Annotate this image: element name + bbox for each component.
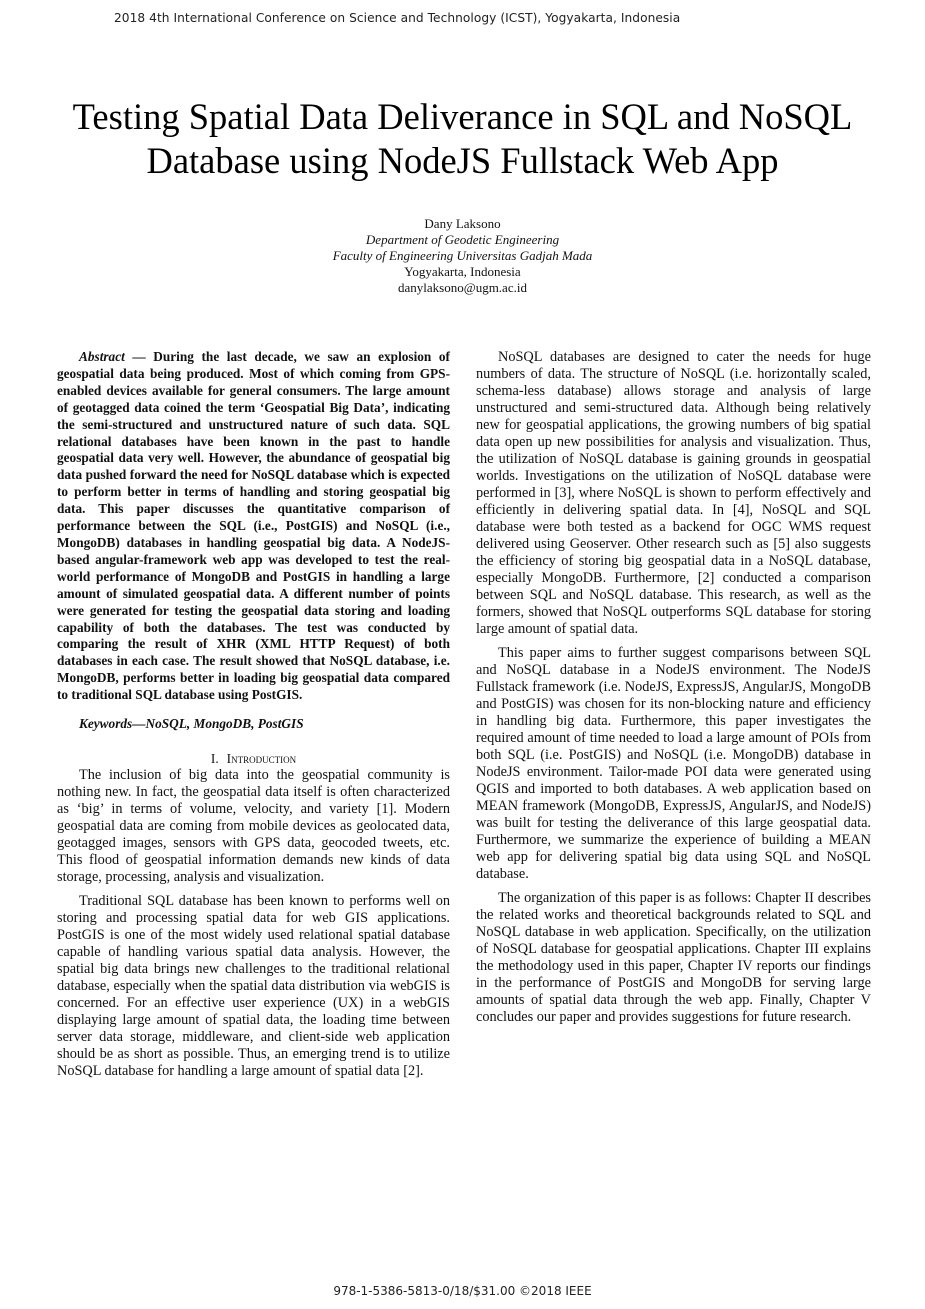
paragraph: The organization of this paper is as follows: Chapter II describes the related works and theoretical backgrounds related to SQL and NoSQL database in web application. Specifically, on the utilization of NoSQL database for geospatial applications. Chapter III explains the methodology used in this paper, Chapter IV reports our findings in the performance of PostGIS and MongoDB for serving large amounts of spatial data through the web app. Finally, Chapter V concludes our paper and provides suggestions for future research. [476,890,871,1025]
paragraph: NoSQL databases are designed to cater the needs for huge numbers of data. The structure of NoSQL (i.e. horizontally scaled, schema-less database) allows storage and analysis of large unstructured and semi-structured data. Although being relatively new for geospatial applications, the growing numbers of big spatial data open up new possibilities for analysis and visualization. Thus, the utilization of NoSQL database is gaining grounds in geospatial worlds. Investigations on the utilization of NoSQL database were performed in [3], where NoSQL is shown to perform effectively and efficiently in delivering spatial data. In [4], NoSQL and SQL database were both tested as a backend for OGC WMS request delivered using Geoserver. Other research such as [5] also suggests the efficiency of storing big geospatial data in a NoSQL database, especially MongoDB. Furthermore, [2] conducted a comparison between SQL and NoSQL database. This research, as well as the formers, showed that NoSQL outperforms SQL database for storing large amount of spatial data. [476,349,871,637]
abstract-text: — During the last decade, we saw an explosion of geospatial data being produced. Most of which coming from GPS-enabled devices available for general consumers. The large amount of geotagged data coined the term ‘Geospatial Big Data’, indicating the semi-structured and unstructured nature of such data. SQL relational databases have been known in the past to handle geospatial data very well. However, the abundance of geospatial big data pushed forward the need for NoSQL database which is expected to perform better in terms of handling and storing geospatial big data. This paper discusses the quantitative comparison of performance between the SQL (i.e., PostGIS) and NoSQL (i.e., MongoDB) databases in handling geospatial big data. A NodeJS-based angular-framework web app was developed to test the real-world performance of MongoDB and PostGIS in handling a large amount of simulated geospatial data. A different number of points were generated for testing the geospatial data storing and loading capability of both the databases. The test was conducted by comparing the result of XHR (XML HTTP Request) of both databases in each case. The result showed that NoSQL database, i.e. MongoDB, performs better in loading big geospatial data compared to traditional SQL database using PostGIS. [57,349,450,703]
author-email: danylaksono@ugm.ac.id [398,280,527,295]
paragraph: The inclusion of big data into the geospatial community is nothing new. In fact, the geospatial data itself is often characterized as ‘big’ in terms of volume, velocity, and variety [1]. Modern geospatial data are coming from mobile devices as geolocated data, geotagged images, sensors with GPS data, geocoded tweets, etc. This flood of geospatial information demands new kinds of data storage, processing, analysis and visualization. [57,767,450,886]
author-block [0,216,925,296]
author-faculty: Faculty of Engineering Universitas Gadjah Mada [332,248,593,263]
keywords: Keywords—NoSQL, MongoDB, PostGIS [79,716,304,732]
section-title: Introduction [226,751,297,767]
author-name: Dany Laksono [424,216,501,231]
paper-title-line-1: Testing Spatial Data Deliverance in SQL and NoSQL [72,96,853,137]
abstract-label: Abstract [79,349,125,364]
right-column [476,349,871,1033]
paper-title [0,95,925,183]
paper-title-line-2: Database using NodeJS Fullstack Web App [146,140,779,181]
section-heading-introduction [57,750,450,767]
author-location: Yogyakarta, Indonesia [404,264,521,279]
paragraph: This paper aims to further suggest comparisons between SQL and NoSQL database in a NodeJS environment. The NodeJS Fullstack framework (i.e. NodeJS, ExpressJS, AngularJS, MongoDB and PostGIS) was chosen for its non-blocking nature and efficiency in handling big data. Furthermore, this paper investigates the required amount of time needed to load a large amount of POIs from both SQL (i.e. PostGIS) and NoSQL (i.e. MongoDB) database in NodeJS environment. Tailor-made POI data were generated using QGIS and imported to both databases. A web application based on MEAN framework (MongoDB, ExpressJS, AngularJS, and NodeJS) was built for testing the deliverance of this large geospatial data. Furthermore, we summarize the experience of building a MEAN web app for delivering spatial big data using SQL and NoSQL database. [476,645,871,882]
left-column [57,349,450,1087]
abstract [57,349,450,704]
section-number: I. [210,751,219,767]
paragraph: Traditional SQL database has been known to performs well on storing and processing spatial data for web GIS applications. PostGIS is one of the most widely used relational spatial database capable of handling various spatial data analysis. However, the spatial big data brings new challenges to the traditional relational database, especially when the spatial data distribution via webGIS is concerned. For an effective user experience (UX) in a webGIS displaying large amount of spatial data, the loading time between server data storage, middleware, and client-side web application should be as short as possible. Thus, an emerging trend is to utilize NoSQL database for handling a large amount of spatial data [2]. [57,893,450,1080]
author-department: Department of Geodetic Engineering [365,232,560,247]
copyright-footer: 978-1-5386-5813-0/18/$31.00 ©2018 IEEE [333,1284,592,1298]
conference-header: 2018 4th International Conference on Science and Technology (ICST), Yogyakarta, Indonesia [114,11,681,25]
